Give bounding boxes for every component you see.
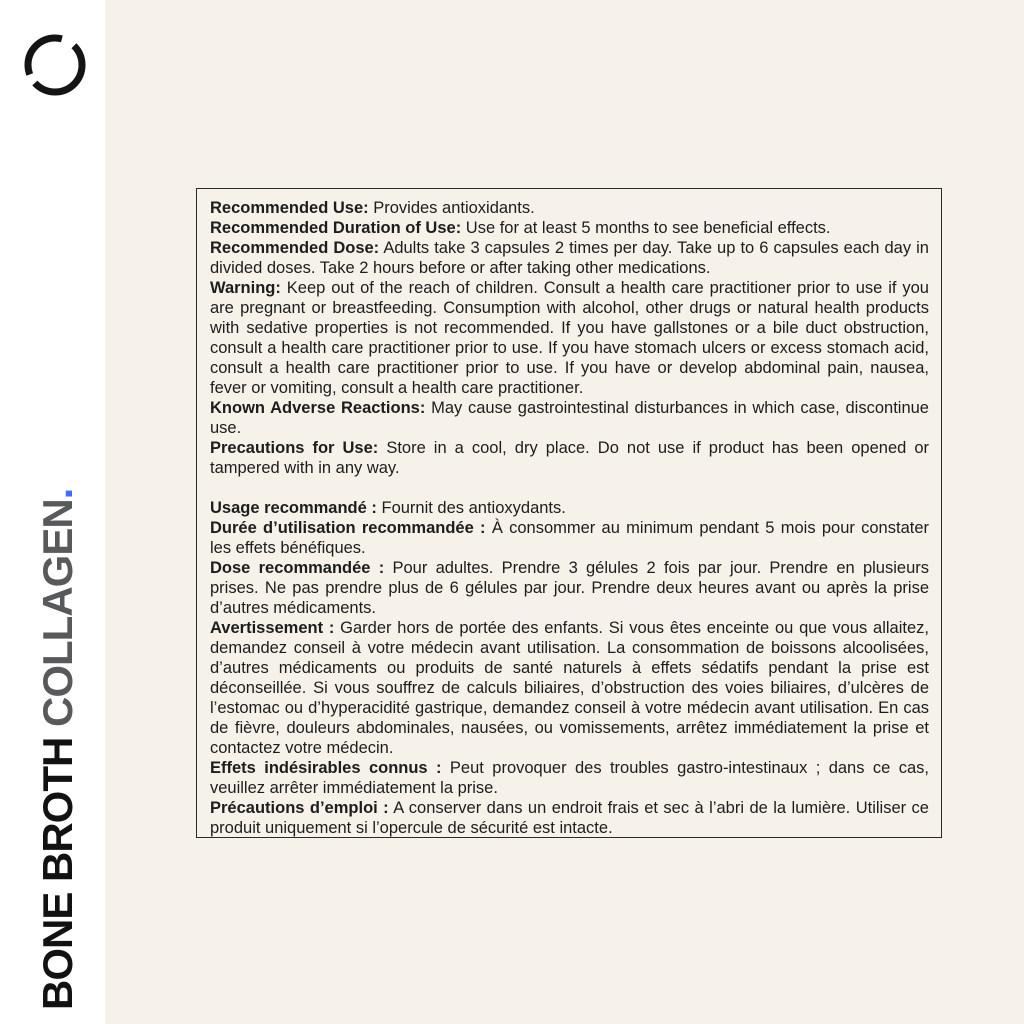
usage-recommande-paragraph <box>210 498 929 518</box>
english-directions-block <box>210 198 929 478</box>
paragraph-label: Known Adverse Reactions: <box>210 399 426 417</box>
brand-name-primary: BONE BROTH <box>34 737 81 1010</box>
brand-name-vertical <box>34 489 82 1010</box>
adverse-reactions-paragraph <box>210 398 929 438</box>
paragraph-text: Adults take 3 capsules 2 times per day. Take up to 6 capsules each day in divided doses. Take 2 hours before or after taking other medications. <box>210 239 929 277</box>
paragraph-label: Recommended Dose: <box>210 239 380 257</box>
left-brand-strip <box>0 0 105 1024</box>
duree-utilisation-paragraph <box>210 518 929 558</box>
paragraph-text: Pour adultes. Prendre 3 gélules 2 fois par jour. Prendre en plusieurs prises. Ne pas prendre plus de 6 gélules par jour. Prendre deux heures avant ou après la prise d’autres médicaments. <box>210 559 929 617</box>
paragraph-text: Store in a cool, dry place. Do not use if product has been opened or tampered with in any way. <box>210 439 930 477</box>
brand-dot: . <box>34 488 81 500</box>
recommended-dose-paragraph <box>210 238 929 278</box>
paragraph-text: Garder hors de portée des enfants. Si vous êtes enceinte ou que vous allaitez, demandez conseil à votre médecin avant utilisation. La consommation de boissons alcoolisées, d’autres médicaments ou produits de santé naturels à effets sédatifs pendant la prise est déconseillée. Si vous souffrez de calculs biliaires, d’obstruction des voies biliaires, d’ulcères de l’estomac ou d’hyperacidité gastrique, demandez conseil à votre médecin avant utilisation. En cas de fièvre, douleurs abdominales, nausées, ou vomissements, arrêtez immédiatement la prise et contactez votre médecin. <box>210 619 929 757</box>
paragraph-text: Provides antioxidants. <box>373 199 535 217</box>
paragraph-label: Dose recommandée : <box>210 559 385 577</box>
recommended-duration-paragraph <box>210 218 929 238</box>
dose-recommandee-paragraph <box>210 558 929 618</box>
paragraph-label: Précautions d’emploi : <box>210 799 389 817</box>
paragraph-label: Effets indésirables connus : <box>210 759 442 777</box>
paragraph-label: Usage recommandé : <box>210 499 377 517</box>
avertissement-paragraph <box>210 618 929 758</box>
paragraph-text: A conserver dans un endroit frais et sec à l’abri de la lumière. Utiliser ce produit uniquement si l’opercule de sécurité est intacte. <box>210 799 929 837</box>
precautions-paragraph <box>210 438 929 478</box>
paragraph-label: Durée d’utilisation recommandée : <box>210 519 486 537</box>
warning-paragraph <box>210 278 929 398</box>
usage-info-panel <box>196 188 942 838</box>
paragraph-text: Peut provoquer des troubles gastro-intestinaux ; dans ce cas, veuillez arrêter immédiatement la prise. <box>210 759 929 797</box>
french-directions-block <box>210 498 929 838</box>
paragraph-text: Fournit des antioxydants. <box>381 499 566 517</box>
paragraph-label: Recommended Duration of Use: <box>210 219 462 237</box>
paragraph-text: May cause gastrointestinal disturbances in which case, discontinue use. <box>210 399 929 437</box>
brand-name-secondary: COLLAGEN <box>34 499 81 727</box>
paragraph-label: Precautions for Use: <box>210 439 379 457</box>
paragraph-text: À consommer au minimum pendant 5 mois pour constater les effets bénéfiques. <box>210 519 929 557</box>
broken-circle-icon <box>20 30 90 100</box>
recommended-use-paragraph <box>210 198 929 218</box>
paragraph-text: Use for at least 5 months to see beneficial effects. <box>465 219 831 237</box>
effets-indesirables-paragraph <box>210 758 929 798</box>
paragraph-label: Avertissement : <box>210 619 335 637</box>
paragraph-text: Keep out of the reach of children. Consult a health care practitioner prior to use if you are pregnant or breastfeeding. Consumption with alcohol, other drugs or natural health products with sedative properties is not recommended. If you have gallstones or a bile duct obstruction, consult a health care practitioner prior to use. If you have stomach ulcers or excess stomach acid, consult a health care practitioner prior to use. If you have or develop abdominal pain, nausea, fever or vomiting, consult a health care practitioner. <box>210 279 929 397</box>
paragraph-label: Recommended Use: <box>210 199 369 217</box>
precautions-emploi-paragraph <box>210 798 929 838</box>
paragraph-label: Warning: <box>210 279 281 297</box>
